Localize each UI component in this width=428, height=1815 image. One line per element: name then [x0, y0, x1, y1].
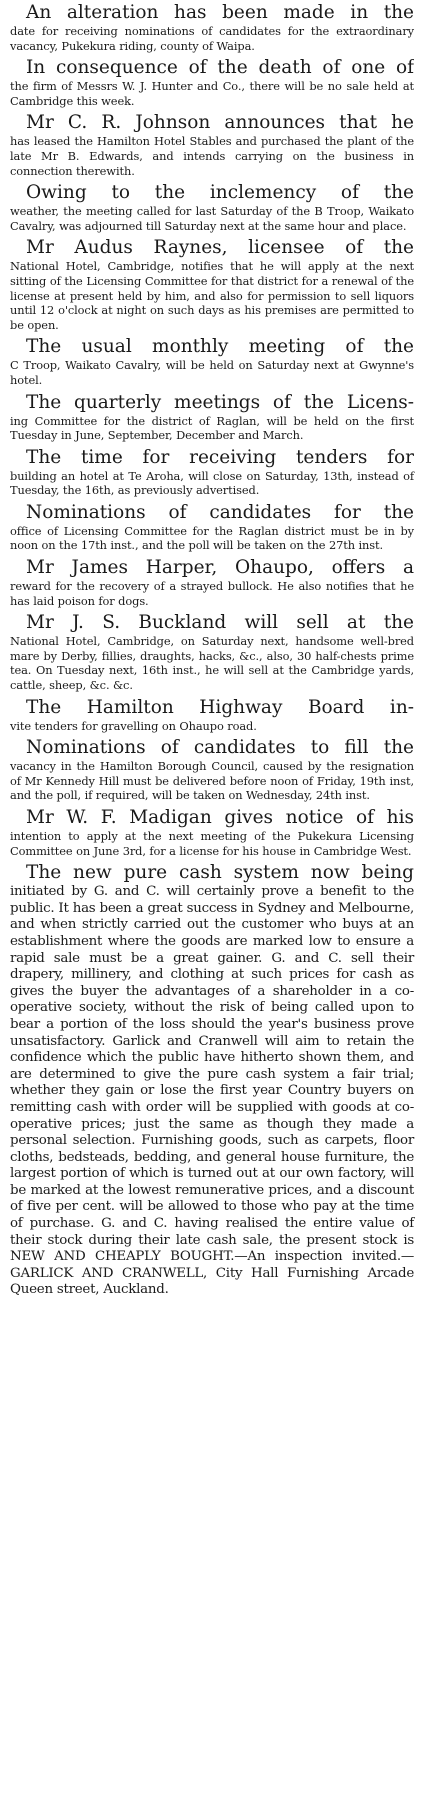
news-item [10, 502, 414, 553]
news-item-lead: Owing to the inclemency of the [26, 182, 414, 204]
news-item [10, 737, 414, 803]
news-item-body: weather, the meeting called for last Saturday of the B Troop, Waikato Cavalry, was adjourned till Saturday next at the same hour and place. [10, 204, 414, 233]
news-item-body: ing Committee for the district of Raglan, will be held on the first Tuesday in June, September, December and March. [10, 413, 414, 443]
news-item-body: C Troop, Waikato Cavalry, will be held on Saturday next at Gwynne's hotel. [10, 358, 414, 387]
news-item-body: building an hotel at Te Aroha, will close on Saturday, 13th, instead of Tuesday, the 16th, as previously advertised. [10, 468, 414, 498]
news-item [10, 697, 414, 734]
news-item [10, 182, 414, 233]
news-item-lead: Mr James Harper, Ohaupo, offers a [26, 557, 414, 579]
news-item-lead: Nominations of candidates to fill the [26, 737, 414, 759]
advert-garlick-cranwell [10, 862, 414, 1299]
news-item-body: vite tenders for gravelling on Ohaupo road. [10, 718, 257, 733]
news-item-lead: The quarterly meetings of the Licens- [26, 391, 414, 413]
news-item-lead: Mr J. S. Buckland will sell at the [26, 612, 414, 634]
news-item-lead: The usual monthly meeting of the [26, 336, 414, 358]
news-item [10, 557, 414, 608]
news-item-body: date for receiving nominations of candidates for the extraordinary vacancy, Pukekura riding, county of Waipa. [10, 24, 414, 53]
news-item [10, 392, 414, 443]
news-item-body: reward for the recovery of a strayed bullock. He also notifies that he has laid poison for dogs. [10, 579, 414, 608]
news-items-list [10, 2, 414, 858]
news-item-lead: The Hamilton Highway Board in- [26, 696, 414, 718]
news-item [10, 336, 414, 387]
news-item [10, 237, 414, 332]
news-item-lead: The time for receiving tenders for [26, 446, 414, 468]
news-item-lead: An alteration has been made in the [26, 2, 414, 23]
news-column [10, 2, 414, 1303]
news-item [10, 807, 414, 858]
news-item-body: office of Licensing Committee for the Raglan district must be in by noon on the 17th inst., and the poll will be taken on the 27th inst. [10, 523, 414, 553]
news-item-lead: Nominations of candidates for the [26, 501, 414, 523]
news-item-body: has leased the Hamilton Hotel Stables and purchased the plant of the late Mr B. Edwards, and intends carrying on the business in connection therewith. [10, 134, 414, 178]
news-item-lead: Mr W. F. Madigan gives notice of his [26, 807, 414, 828]
advert-body: initiated by G. and C. will certainly prove a benefit to the public. It has been a great success in Sydney and Melbourne, and when strictly carried out the customer who buys at an establishment where the goods are marked low to ensure a rapid sale must be a great gainer. G. and C. sell their drapery, millinery, and clothing at such prices for cash as gives the buyer the advantages of a shareholder in a co-operative society, without the risk of being called upon to bear a portion of the loss should the year's business prove unsatisfactory. Garlick and Cranwell will aim to retain the confidence which the public have hitherto shown them, and are determined to give the pure cash system a fair trial; whether they gain or lose the first year Country buyers on remitting cash with order will be supplied with goods at co-operative prices; just the same as though they made a personal selection. Furnishing goods, such as carpets, floor cloths, bedsteads, bedding, and general house furniture, the largest portion of which is turned out at our own factory, will be marked at the lowest remunerative prices, and a discount of five per cent. will be allowed to those who pay at the time of purchase. G. and C. having realised the entire value of their stock during their late cash sale, the present stock is NEW AND CHEAPLY BOUGHT.—An inspection invited.—GARLICK AND CRANWELL, City Hall Furnishing Arcade Queen street, Auckland. [10, 884, 414, 1298]
news-item [10, 612, 414, 692]
news-item [10, 57, 414, 108]
news-item-lead: In consequence of the death of one of [26, 57, 414, 79]
advert-lead: The new pure cash system now being [26, 862, 414, 884]
news-item-body: the firm of Messrs W. J. Hunter and Co., there will be no sale held at Cambridge this week. [10, 79, 414, 108]
news-item [10, 447, 414, 498]
news-item-lead: Mr Audus Raynes, licensee of the [26, 237, 414, 259]
news-item [10, 2, 414, 53]
news-item-lead: Mr C. R. Johnson announces that he [26, 112, 414, 134]
news-item-body: intention to apply at the next meeting of the Pukekura Licensing Committee on June 3rd, for a license for his house in Cambridge West. [10, 829, 414, 858]
news-item-body: vacancy in the Hamilton Borough Council, caused by the resignation of Mr Kennedy Hill must be delivered before noon of Friday, 19th inst, and the poll, if required, will be taken on Wednesday, 24th inst. [10, 759, 414, 803]
news-item [10, 112, 414, 178]
news-item-body: National Hotel, Cambridge, notifies that he will apply at the next sitting of the Licensing Committee for that district for a renewal of the license at present held by him, and also for permission to sell liquors until 12 o'clock at night on such days as his premises are permitted to be open. [10, 259, 414, 332]
news-item-body: National Hotel, Cambridge, on Saturday next, handsome well-bred mare by Derby, fillies, draughts, hacks, &c., also, 30 half-chests prime tea. On Tuesday next, 16th inst., he will sell at the Cambridge yards, cattle, sheep, &c. &c. [10, 634, 414, 693]
